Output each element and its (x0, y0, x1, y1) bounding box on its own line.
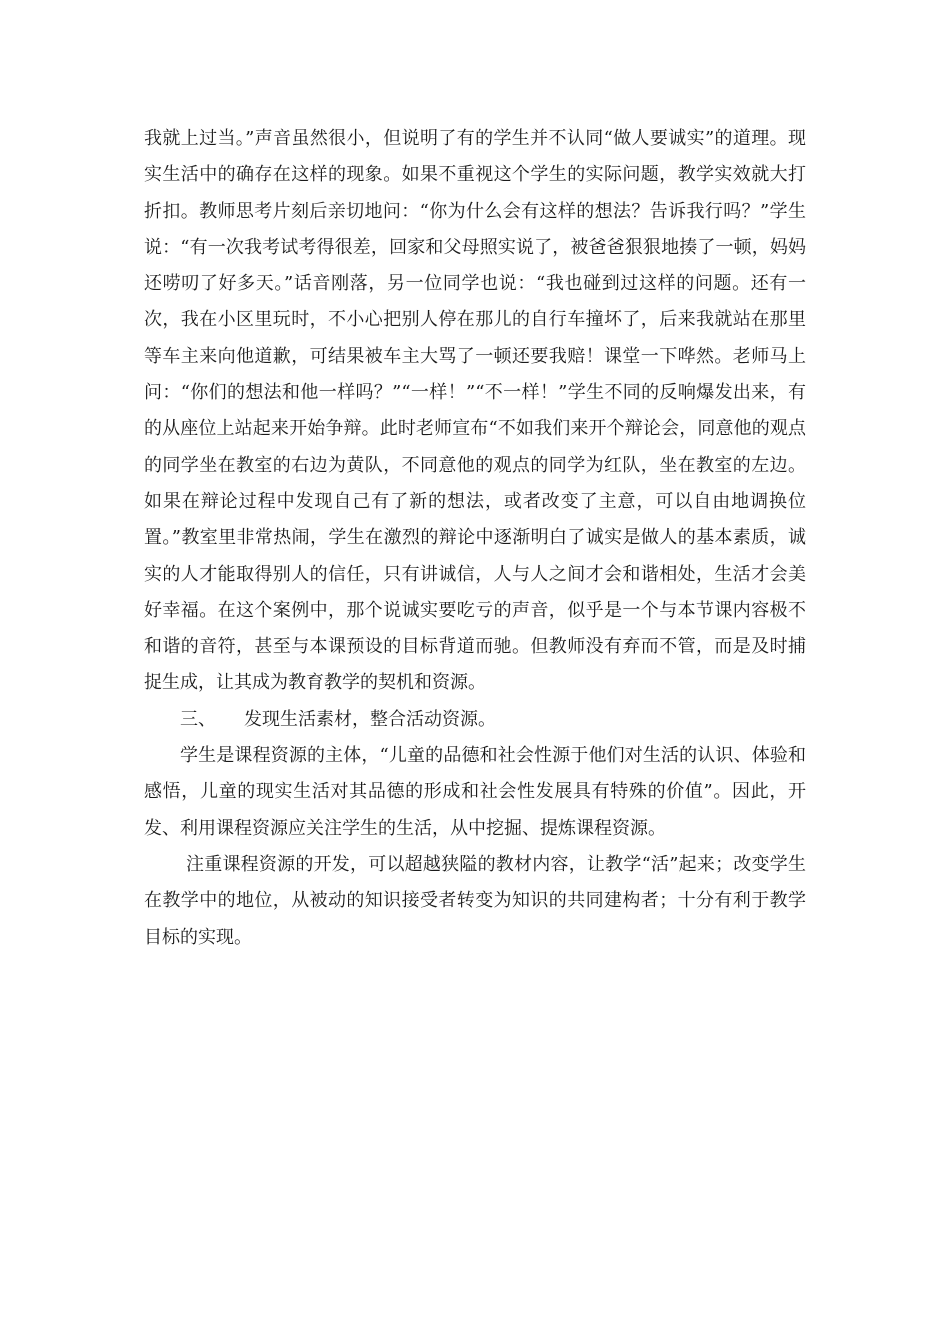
resource-development-paragraph: 注重课程资源的开发，可以超越狭隘的教材内容，让教学“活”起来；改变学生在教学中的地位，从被动的知识接受者转变为知识的共同建构者；十分有利于教学目标的实现。 (144, 853, 806, 948)
document-body (144, 121, 806, 956)
student-resource-paragraph: 学生是课程资源的主体，“儿童的品德和社会性源于他们对生活的认识、体验和感悟，儿童的现实生活对其品德的形成和社会性发展具有特殊的价值”。因此，开发、利用课程资源应关注学生的生活，从中挖掘、提炼课程资源。 (144, 745, 806, 839)
case-paragraph: 我就上过当。”声音虽然很小，但说明了有的学生并不认同“做人要诚实”的道理。现实生活中的确存在这样的现象。如果不重视这个学生的实际问题，教学实效就大打折扣。教师思考片刻后亲切地问：“你为什么会有这样的想法？告诉我行吗？”学生说：“有一次我考试考得很差，回家和父母照实说了，被爸爸狠狠地揍了一顿，妈妈还唠叨了好多天。”话音刚落，另一位同学也说：“我也碰到过这样的问题。还有一次，我在小区里玩时，不小心把别人停在那儿的自行车撞坏了，后来我就站在那里等车主来向他道歉，可结果被车主大骂了一顿还要我赔！课堂一下哗然。老师马上问：“你们的想法和他一样吗？”“一样！”“不一样！”学生不同的反响爆发出来，有的从座位上站起来开始争辩。此时老师宣布“不如我们来开个辩论会，同意他的观点的同学坐在教室的右边为黄队，不同意他的观点的同学为红队，坐在教室的左边。如果在辩论过程中发现自己有了新的想法，或者改变了主意，可以自由地调换位置。”教室里非常热闹，学生在激烈的辩论中逐渐明白了诚实是做人的基本素质，诚实的人才能取得别人的信任，只有讲诚信，人与人之间才会和谐相处，生活才会美好幸福。在这个案例中，那个说诚实要吃亏的声音，似乎是一个与本节课内容极不和谐的音符，甚至与本课预设的目标背道而驰。但教师没有弃而不管，而是及时捕捉生成，让其成为教育教学的契机和资源。 (144, 128, 806, 694)
section-heading-3 (144, 702, 806, 738)
section-number: 三、 (180, 708, 216, 730)
section-title: 发现生活素材，整合活动资源。 (244, 708, 496, 730)
